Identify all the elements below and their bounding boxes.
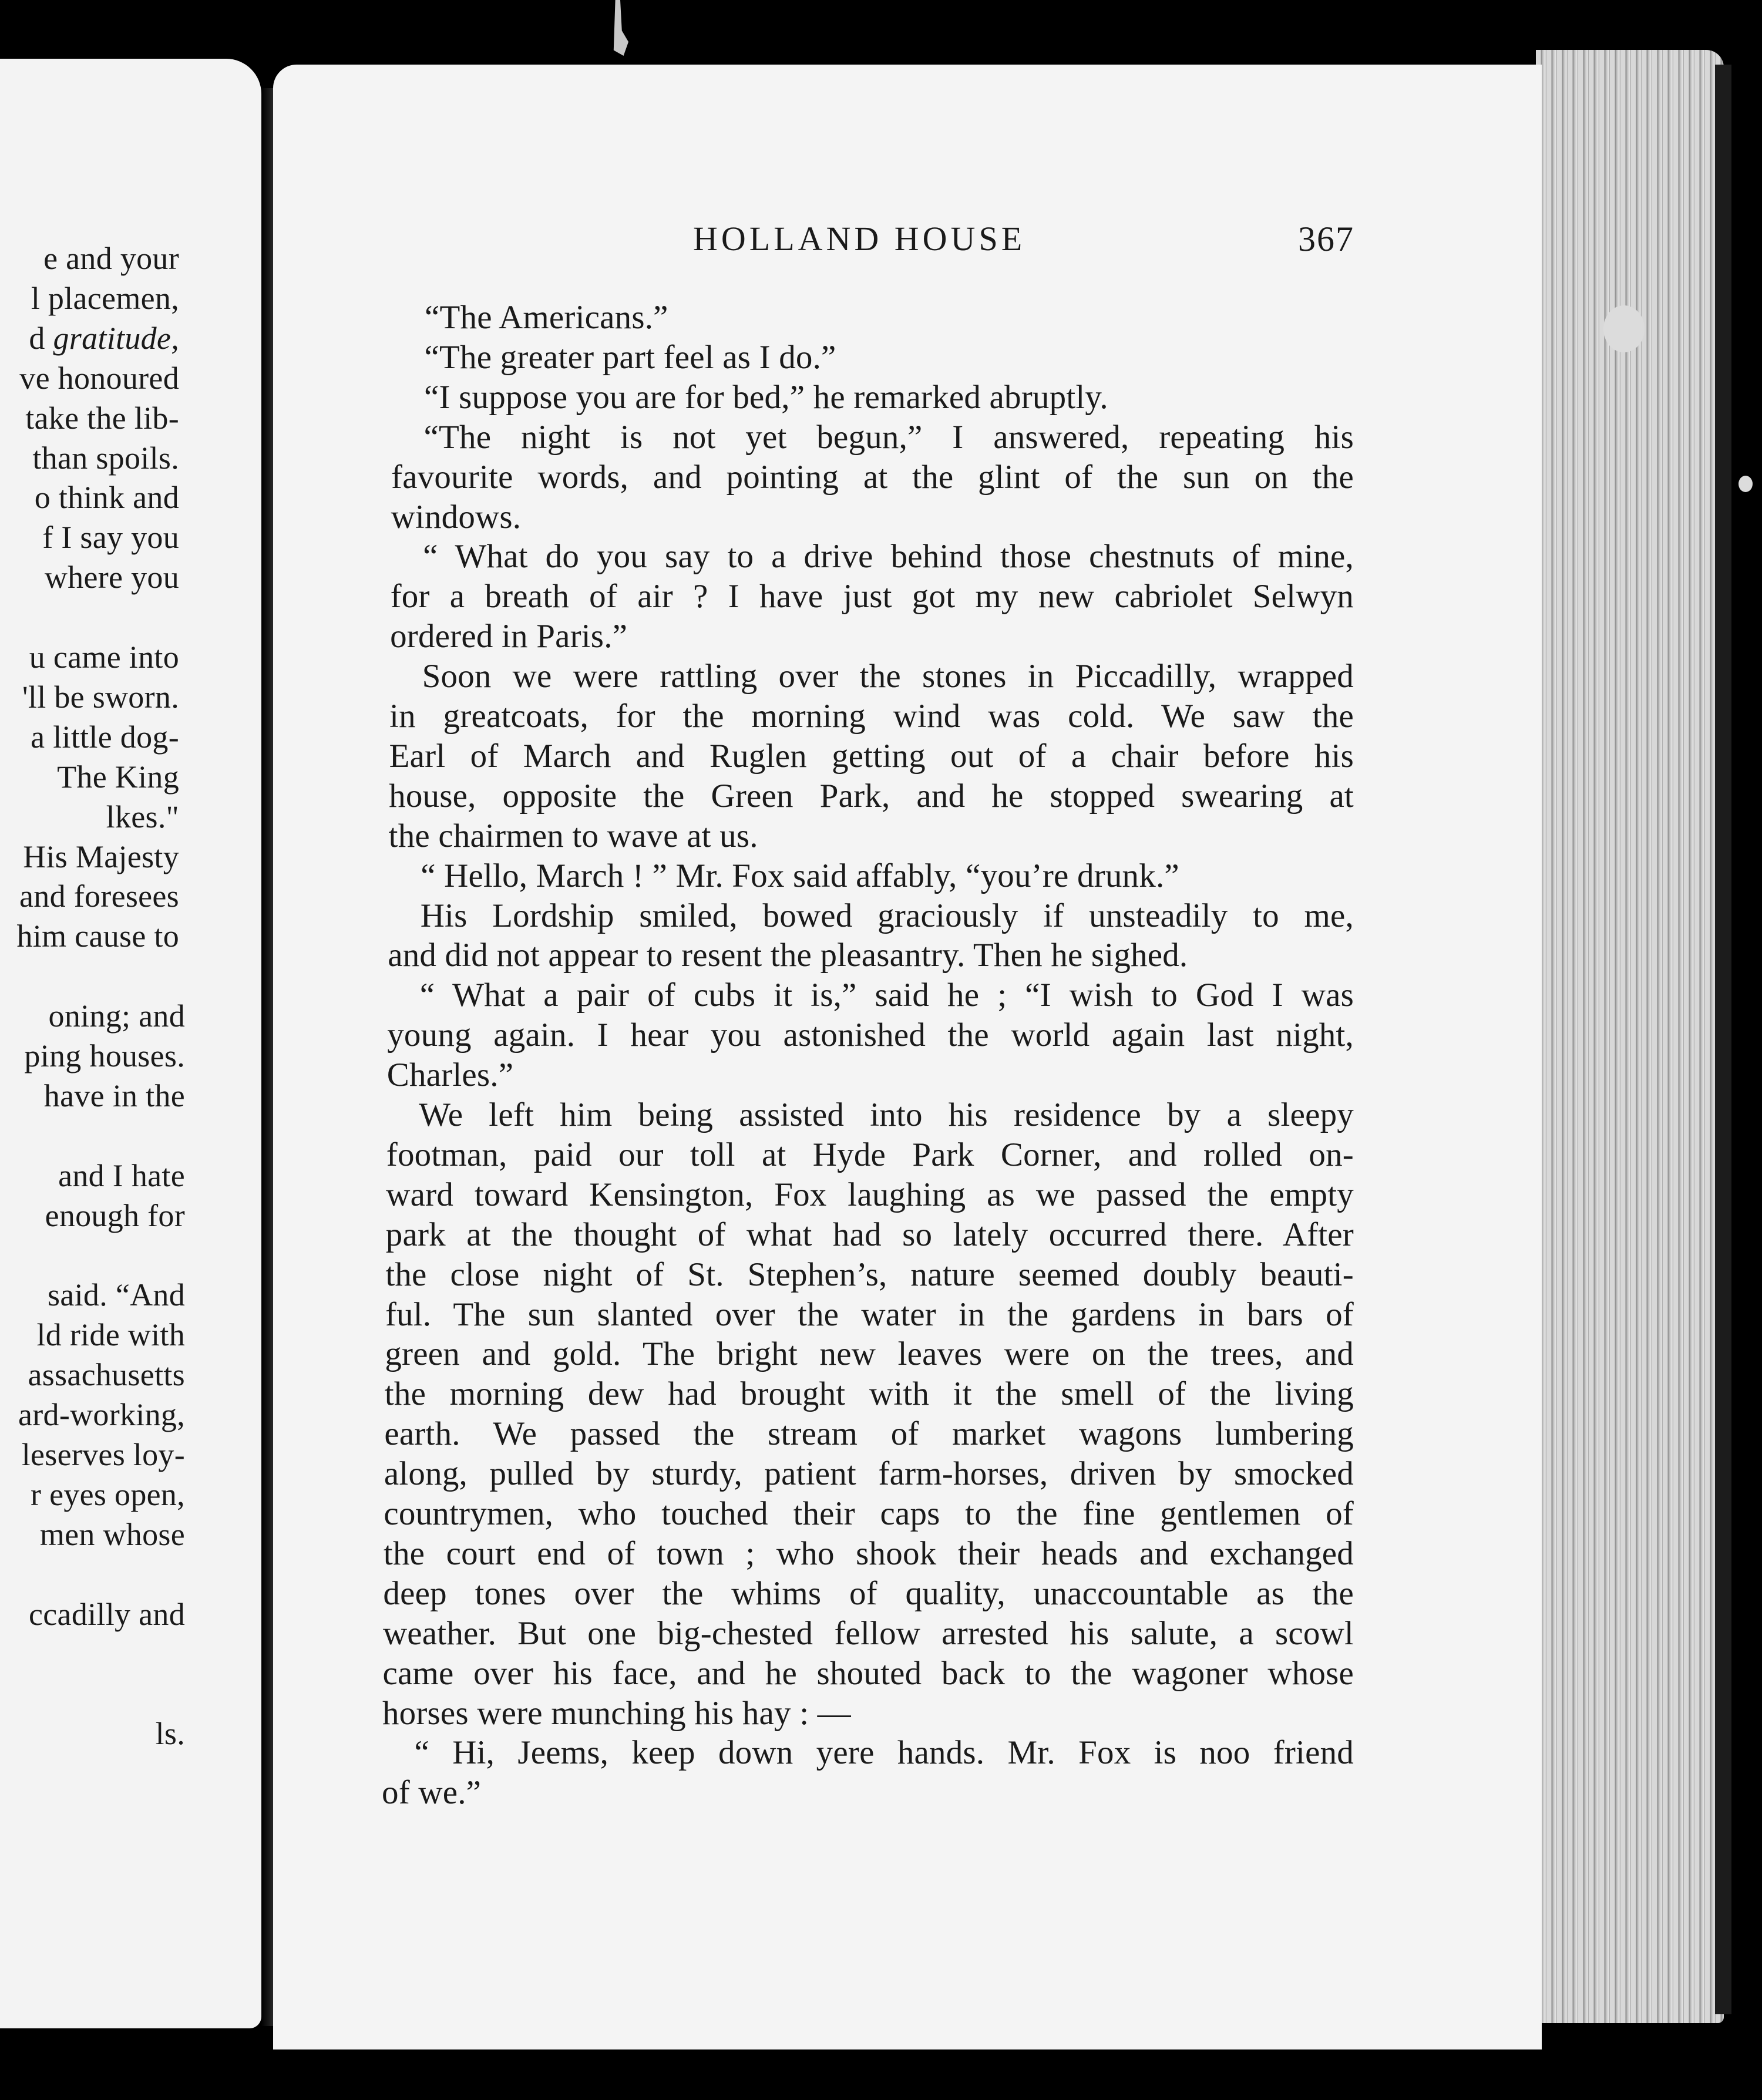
left-text-line: take the lib- <box>25 400 179 436</box>
text-line: “The night is not yet begun,” I answered, repeating his <box>423 418 1354 456</box>
text-line: footman, paid our toll at Hyde Park Corner, and rolled on- <box>386 1136 1354 1173</box>
text-line: His Lordship smiled, bowed graciously if unsteadily to me, <box>420 897 1354 934</box>
left-text-line: His Majesty <box>23 839 179 874</box>
text-line: in greatcoats, for the morning wind was cold. We saw the <box>389 698 1354 735</box>
text-line: the chairmen to wave at us. <box>388 817 758 854</box>
text-line: “ Hello, March ! ” Mr. Fox said affably, “you’re drunk.” <box>421 857 1179 894</box>
left-text-line: r eyes open, <box>30 1476 185 1512</box>
left-text-line: him cause to <box>16 918 179 954</box>
left-text-line: u came into <box>29 640 179 675</box>
left-text-line: 'll be sworn. <box>22 679 179 715</box>
text-line: ward toward Kensington, Fox laughing as we passed the empty <box>386 1176 1354 1213</box>
scan-speck <box>1603 305 1645 352</box>
text-line: for a breath of air ? I have just got my new cabriolet Selwyn <box>390 578 1354 615</box>
binding-mark <box>612 0 628 56</box>
text-line: house, opposite the Green Park, and he stopped swearing at <box>389 777 1354 815</box>
left-text-line: a little dog- <box>31 719 179 755</box>
left-text-line: ping houses. <box>24 1038 185 1073</box>
text-line: earth. We passed the stream of market wagons lumbering <box>384 1415 1354 1453</box>
left-text-line: said. “And <box>48 1277 185 1313</box>
left-text-line: assachusetts <box>28 1357 185 1393</box>
left-text-line: and I hate <box>58 1157 185 1193</box>
text-line: and did not appear to resent the pleasantry. Then he sighed. <box>388 937 1188 974</box>
left-text-line: have in the <box>43 1078 185 1113</box>
text-line: young again. I hear you astonished the world again last night, <box>387 1017 1354 1054</box>
text-line: deep tones over the whims of quality, unaccountable as the <box>383 1574 1354 1612</box>
left-text-line: The King <box>57 759 179 795</box>
left-text-line: men whose <box>39 1516 185 1552</box>
left-text-line: lkes." <box>106 799 179 834</box>
left-text-line: l placemen, <box>31 280 179 316</box>
text-line: the court end of town ; who shook their heads and exchanged <box>383 1534 1354 1572</box>
left-page <box>0 59 261 2028</box>
left-text-line: ccadilly and <box>29 1596 185 1632</box>
text-line: park at the thought of what had so lately occurred there. After <box>385 1216 1354 1253</box>
text-line: ful. The sun slanted over the water in the gardens in bars of <box>385 1295 1354 1333</box>
text-line: Soon we were rattling over the stones in Piccadilly, wrapped <box>422 658 1354 695</box>
book-cover-edge <box>1715 65 1731 2014</box>
text-line: ordered in Paris.” <box>390 618 628 655</box>
text-line: Earl of March and Ruglen getting out of a chair before his <box>389 737 1354 775</box>
left-text-line: than spoils. <box>32 440 179 476</box>
text-line: of we.” <box>382 1774 482 1812</box>
left-text-line: ard-working, <box>18 1397 185 1433</box>
text-line: “The greater part feel as I do.” <box>424 338 836 376</box>
text-line: along, pulled by sturdy, patient farm-horses, driven by smocked <box>384 1455 1354 1493</box>
left-text-line: e and your <box>43 241 179 276</box>
left-text-line: where you <box>44 560 179 595</box>
text-line: horses were munching his hay : — <box>382 1694 851 1732</box>
text-line: windows. <box>391 498 522 536</box>
text-line: favourite words, and pointing at the glint of the sun on the <box>391 458 1354 496</box>
text-line: “ What do you say to a drive behind those chestnuts of mine, <box>423 538 1354 576</box>
text-line: the morning dew had brought with it the smell of the living <box>384 1375 1354 1413</box>
text-line: the close night of St. Stephen’s, nature seemed doubly beauti- <box>385 1256 1354 1293</box>
text-line: “I suppose you are for bed,” he remarked abruptly. <box>424 378 1108 416</box>
left-text-line: oning; and <box>48 998 185 1034</box>
text-line: “ What a pair of cubs it is,” said he ; “I wish to God I was <box>419 977 1354 1014</box>
text-line: came over his face, and he shouted back to the wagoner whose <box>382 1654 1354 1692</box>
text-line: “The Americans.” <box>425 299 668 336</box>
text-line: countrymen, who touched their caps to the fine gentlemen of <box>384 1495 1354 1532</box>
left-text-line: enough for <box>45 1197 185 1233</box>
left-text-line: leserves loy- <box>21 1437 185 1472</box>
left-text-line: ls. <box>155 1716 185 1752</box>
page-number: 367 <box>1298 220 1354 258</box>
text-line: green and gold. The bright new leaves were on the trees, and <box>385 1335 1354 1373</box>
left-text-line: ve honoured <box>19 360 179 396</box>
left-text-line: and foresees <box>19 879 179 914</box>
running-head: HOLLAND HOUSE <box>693 220 1026 258</box>
text-line: “ Hi, Jeems, keep down yere hands. Mr. Fox is noo friend <box>414 1734 1354 1772</box>
left-text-line: d gratitude, <box>29 320 179 356</box>
left-text-line: f I say you <box>42 520 179 556</box>
text-line: Charles.” <box>386 1056 514 1094</box>
left-text-line: ld ride with <box>36 1317 185 1353</box>
text-line: weather. But one big-chested fellow arrested his salute, a scowl <box>382 1614 1354 1652</box>
scan-speck <box>1739 476 1753 492</box>
text-line: We left him being assisted into his residence by a sleepy <box>419 1096 1354 1133</box>
left-text-line: o think and <box>34 480 179 516</box>
